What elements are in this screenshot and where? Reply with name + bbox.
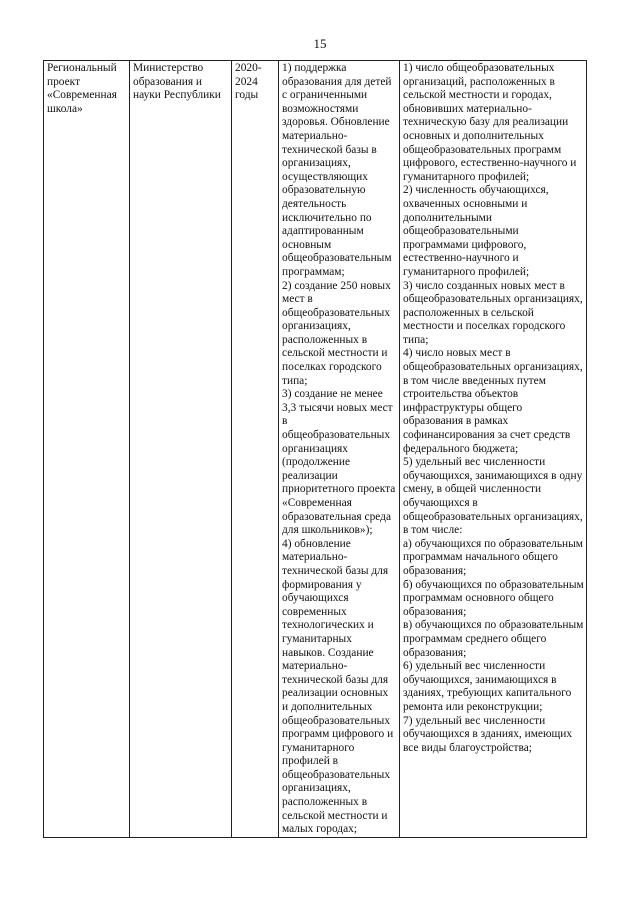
program-table xyxy=(43,60,587,838)
indicator-item: а) обучающихся по образовательным программам начального общего образования; xyxy=(403,537,583,577)
task-item: 3) создание не менее 3,3 тысячи новых мест в общеобразовательных организациях (продолжение реализации приоритетного проекта «Современная образовательная среда для школьников»); xyxy=(282,388,396,537)
indicator-item: 1) число общеобразовательных организаций, расположенных в сельской местности и городах, обновивших материально-техническую базу для реализации основных и дополнительных общеобразовательных программ цифрового, естественно-научного и гуманитарного профилей; xyxy=(403,62,577,183)
task-item: 2) создание 250 новых мест в общеобразовательных организациях, расположенных в сельской местности и поселках городского типа; xyxy=(282,279,391,387)
indicator-item: 5) удельный вес численности обучающихся, занимающихся в одну смену, в общей численности обучающихся в общеобразовательных организациях, в том числе: xyxy=(403,456,583,537)
tasks-cell xyxy=(279,61,400,838)
years-cell xyxy=(232,61,279,838)
project-name: Региональный проект «Современная школа» xyxy=(47,62,117,115)
project-cell xyxy=(44,61,130,838)
task-item: 1) поддержка образования для детей с ограниченными возможностями здоровья. Обновление материально-технической базы в организациях, осуществляющих образовательную деятельность исключительно по адаптированным основным общеобразовательным программам; xyxy=(282,62,392,278)
indicator-item: в) обучающихся по образовательным программам среднего общего образования; xyxy=(403,619,584,659)
indicator-item: 7) удельный вес численности обучающихся в зданиях, имеющих все виды благоустройства; xyxy=(403,714,573,754)
years-value: 2020-2024 годы xyxy=(235,62,262,102)
page-number: 15 xyxy=(313,36,327,51)
task-item: 4) обновление материально-технической базы для формирования у обучающихся современных технологических и гуманитарных навыков. Создание материально-технической базы для реализации основных и дополнительных общеобразовательных программ цифрового и гуманитарного профилей в общеобразовательных организациях, расположенных в сельской местности и малых городах; xyxy=(282,537,394,836)
indicator-item: 4) число новых мест в общеобразовательных организациях, в том числе введенных путем строительства объектов инфраструктуры общего образования в рамках софинансирования за счет средств федерального бюджета; xyxy=(403,347,583,455)
indicator-item: 3) число созданных новых мест в общеобразовательных организациях, расположенных в сельской местности и поселках городского типа; xyxy=(403,279,583,346)
indicator-item: б) обучающихся по образовательным программам основного общего образования; xyxy=(403,578,584,618)
indicator-item: 2) численность обучающихся, охваченных основными и дополнительными общеобразовательными программами цифрового, естественно-научного и гуманитарного профилей; xyxy=(403,184,549,278)
table-row xyxy=(44,61,587,838)
ministry-name: Министерство образования и науки Республики xyxy=(133,62,221,102)
indicator-item: 6) удельный вес численности обучающихся, занимающихся в зданиях, требующих капитального ремонта или реконструкции; xyxy=(403,660,572,713)
indicators-cell xyxy=(400,61,587,838)
ministry-cell xyxy=(130,61,232,838)
